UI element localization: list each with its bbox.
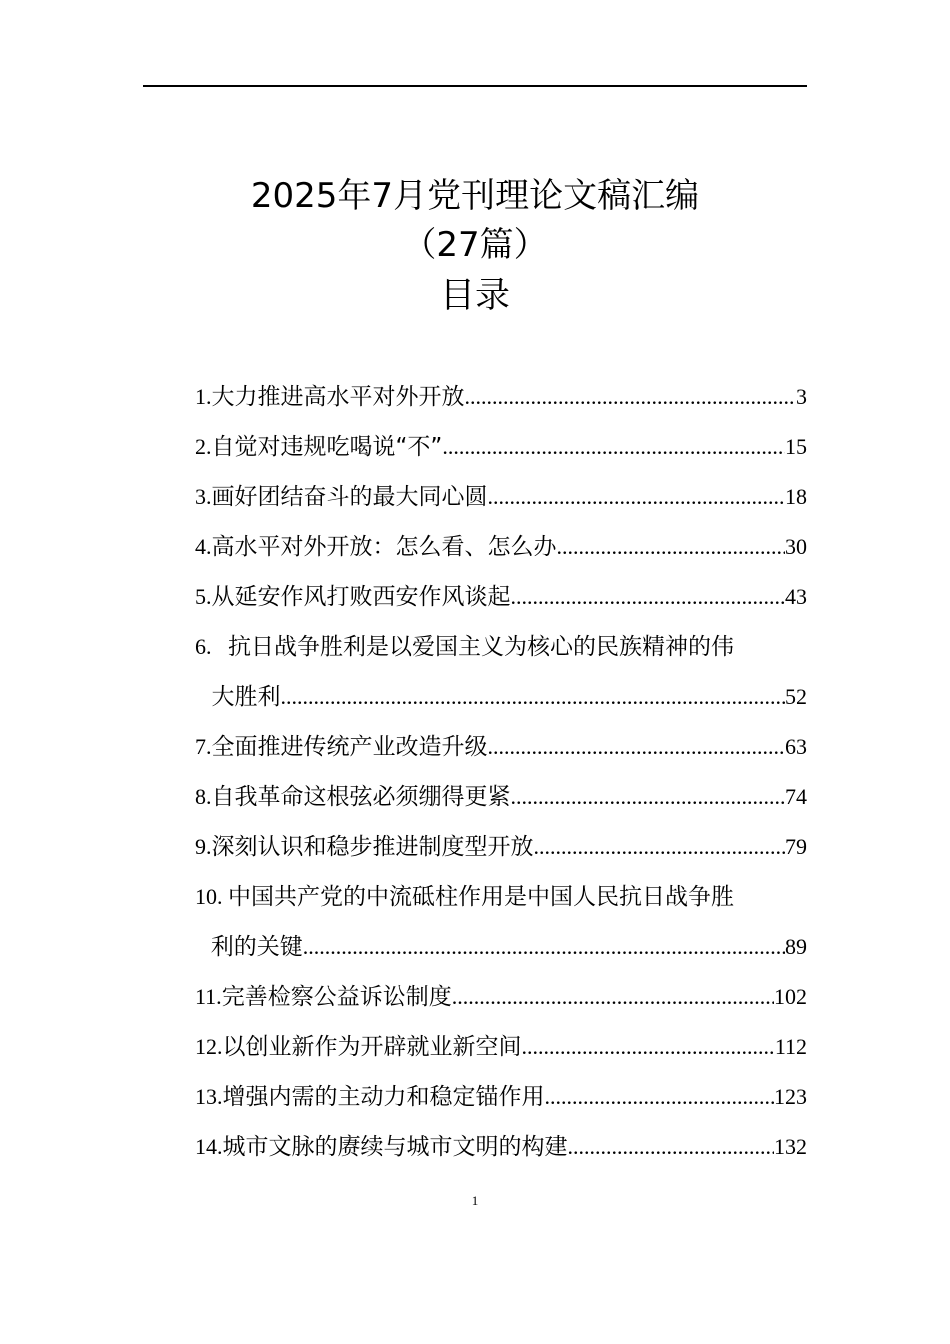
toc-entry-page: 102: [774, 984, 807, 1009]
toc-entry[interactable]: [195, 622, 807, 672]
toc-entry-number: 3.: [195, 484, 212, 509]
toc-entry-page: 74: [785, 784, 807, 809]
toc-entry-title: 利的关键: [210, 934, 303, 960]
dot-leader: [465, 372, 797, 422]
toc-entry[interactable]: [195, 972, 807, 1022]
toc-entry-title: 大胜利: [211, 684, 281, 710]
toc-entry-title: 大力推进高水平对外开放: [211, 384, 465, 410]
toc-entry[interactable]: [195, 822, 807, 872]
toc-heading: 目录: [439, 276, 510, 316]
toc-entry-page: 18: [785, 484, 807, 509]
dot-leader: [522, 1022, 775, 1072]
toc-entry-number: 12.: [195, 1034, 223, 1059]
dot-leader: [511, 772, 786, 822]
toc-entry-number: 9.: [195, 834, 212, 859]
toc-entry[interactable]: [195, 672, 807, 722]
dot-leader: [452, 972, 774, 1022]
toc-entry-page: 43: [785, 584, 807, 609]
toc-entry-title: 画好团结奋斗的最大同心圆: [211, 484, 488, 510]
toc-entry[interactable]: [195, 922, 807, 972]
toc-entry-title: 深刻认识和稳步推进制度型开放: [211, 834, 534, 860]
toc-entry-title: 全面推进传统产业改造升级: [211, 734, 488, 760]
toc-entry[interactable]: [195, 722, 807, 772]
toc-entry-title: 城市文脉的赓续与城市文明的构建: [222, 1134, 568, 1160]
toc-entry-number: 11.: [195, 984, 222, 1009]
toc-entry[interactable]: [195, 772, 807, 822]
toc-entry-number: 6.: [195, 634, 212, 659]
toc-entry-page: 3: [796, 384, 807, 409]
dot-leader: [568, 1122, 775, 1172]
toc-entry-number: 5.: [195, 584, 212, 609]
dot-leader: [511, 572, 786, 622]
toc-entry-title: 中国共产党的中流砥柱作用是中国人民抗日战争胜: [228, 884, 734, 910]
page-number: 1: [471, 1193, 479, 1208]
toc-entry[interactable]: [195, 1072, 807, 1122]
toc-entry-page: 89: [785, 934, 807, 959]
toc-entry-title: 自觉对违规吃喝说“不”: [211, 434, 443, 460]
toc-entry-page: 52: [785, 684, 807, 709]
toc-entry-title: 完善检察公益诉讼制度: [221, 984, 452, 1010]
dot-leader: [534, 822, 786, 872]
toc-entry[interactable]: [195, 522, 807, 572]
toc-entry-page: 79: [785, 834, 807, 859]
toc-entry[interactable]: [195, 1122, 807, 1172]
toc-entry-number: 10.: [195, 884, 223, 909]
dot-leader: [488, 472, 786, 522]
toc-entry[interactable]: [195, 872, 807, 922]
toc-entry-number: 7.: [195, 734, 212, 759]
toc-entry-page: 30: [785, 534, 807, 559]
toc-entry-title: 从延安作风打败西安作风谈起: [211, 584, 511, 610]
toc-entry-number: 13.: [195, 1084, 223, 1109]
toc-entry-number: 4.: [195, 534, 212, 559]
table-of-contents: [195, 372, 807, 1172]
toc-entry[interactable]: [195, 1022, 807, 1072]
toc-entry[interactable]: [195, 472, 807, 522]
dot-leader: [488, 722, 786, 772]
header-rule: [143, 85, 807, 87]
document-subtitle: （27篇）: [402, 225, 548, 265]
toc-entry-title: 以创业新作为开辟就业新空间: [222, 1034, 522, 1060]
toc-entry-page: 15: [785, 434, 807, 459]
dot-leader: [545, 1072, 775, 1122]
toc-entry-page: 132: [774, 1134, 807, 1159]
toc-entry-number: 1.: [195, 384, 212, 409]
toc-entry-page: 112: [774, 1034, 807, 1059]
toc-entry[interactable]: [195, 422, 807, 472]
toc-entry-title: 高水平对外开放：怎么看、怎么办: [211, 534, 557, 560]
toc-entry-page: 123: [774, 1084, 807, 1109]
toc-entry-number: 2.: [195, 434, 212, 459]
toc-entry-number: 14.: [195, 1134, 223, 1159]
document-title: 2025年7月党刊理论文稿汇编: [250, 176, 700, 216]
toc-entry[interactable]: [195, 372, 807, 422]
dot-leader: [557, 522, 786, 572]
toc-entry-page: 63: [785, 734, 807, 759]
toc-entry-title: 自我革命这根弦必须绷得更紧: [211, 784, 511, 810]
toc-entry[interactable]: [195, 572, 807, 622]
dot-leader: [442, 422, 785, 472]
toc-entry-title: 抗日战争胜利是以爱国主义为核心的民族精神的伟: [228, 634, 734, 660]
dot-leader: [280, 672, 785, 722]
toc-entry-number: 8.: [195, 784, 212, 809]
toc-entry-title: 增强内需的主动力和稳定锚作用: [222, 1084, 545, 1110]
dot-leader: [303, 922, 785, 972]
